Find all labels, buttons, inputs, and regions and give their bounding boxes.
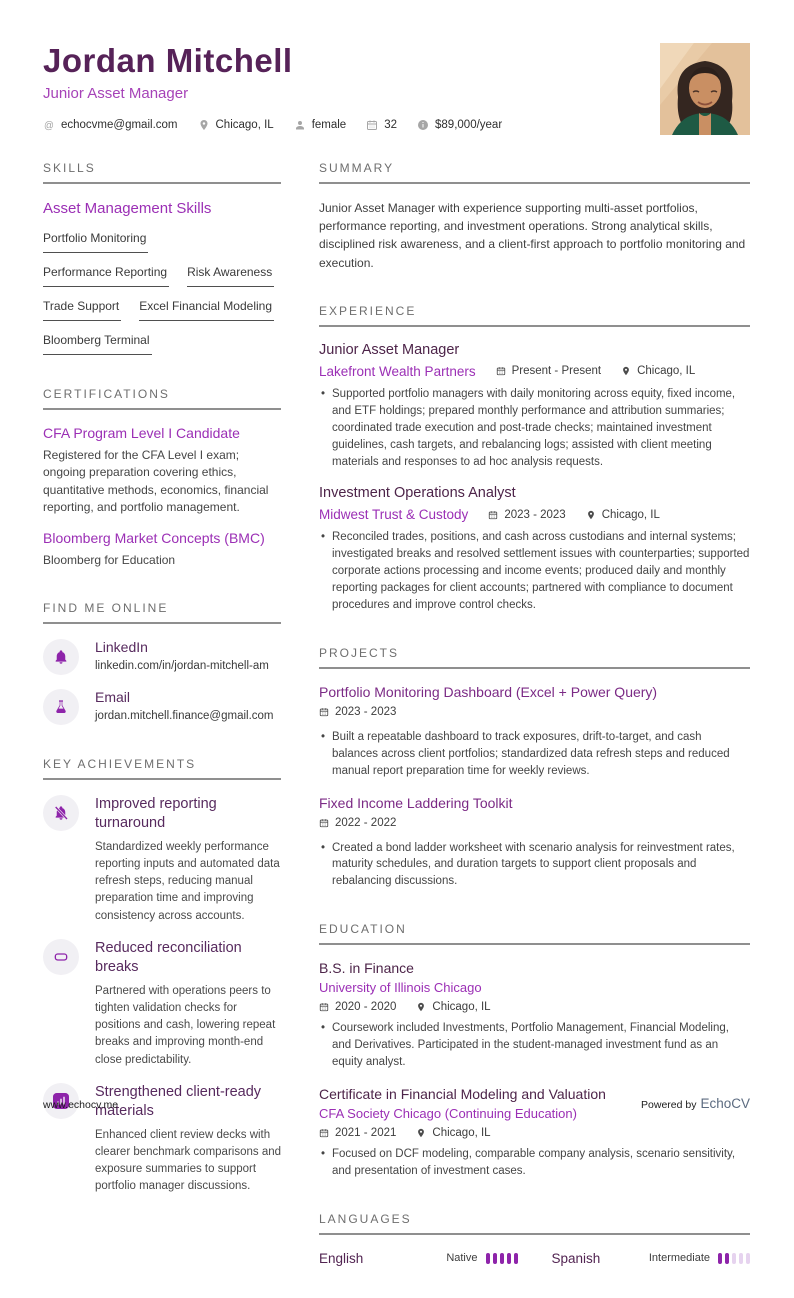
skill-group-title: Asset Management Skills bbox=[43, 200, 212, 217]
project-bullet: • Created a bond ladder worksheet with scenario analysis for reinvestment rates, maturity schedules, and duration targets to support client proposals and rebalancing discussions. bbox=[319, 840, 750, 891]
education-location: Chicago, IL bbox=[432, 1126, 491, 1139]
level-dot bbox=[725, 1253, 729, 1264]
projects-section bbox=[319, 646, 750, 890]
education-school: University of Illinois Chicago bbox=[319, 980, 482, 996]
experience-dates: Present - Present bbox=[511, 365, 602, 378]
certification-list bbox=[43, 425, 281, 569]
certifications-section bbox=[43, 387, 281, 569]
level-dot bbox=[500, 1253, 504, 1264]
contact-text: 32 bbox=[384, 119, 398, 131]
person-name: Jordan Mitchell bbox=[43, 42, 293, 79]
powered-by-label: Powered by bbox=[641, 1099, 697, 1111]
education-dates: 2021 - 2021 bbox=[335, 1126, 397, 1139]
online-profile-item[interactable] bbox=[43, 689, 281, 725]
education-bullet: • Coursework included Investments, Portfolio Management, Financial Modeling, and Derivatives. Participated in the student-managed investment fund as an equity analyst. bbox=[319, 1020, 750, 1071]
svg-text:@: @ bbox=[44, 120, 54, 132]
contact-item bbox=[43, 119, 178, 131]
skill-item: Risk Awareness bbox=[187, 265, 274, 287]
achievement-item bbox=[43, 795, 281, 925]
education-bullet: • Focused on DCF modeling, comparable company analysis, scenario sensitivity, and presentation of investment cases. bbox=[319, 1146, 750, 1180]
skill-item: Performance Reporting bbox=[43, 265, 169, 287]
experience-heading: EXPERIENCE bbox=[319, 304, 750, 327]
languages-section bbox=[319, 1212, 750, 1266]
calendar-icon bbox=[319, 1128, 329, 1138]
certification-description: Registered for the CFA Level I exam; ongoing preparation covering ethics, quantitative methods, economics, financial reporting, and portfolio management. bbox=[43, 448, 269, 515]
certification-title: Bloomberg Market Concepts (BMC) bbox=[43, 529, 265, 546]
experience-job-title: Investment Operations Analyst bbox=[319, 485, 516, 502]
footer bbox=[43, 1095, 750, 1113]
experience-section bbox=[319, 304, 750, 614]
education-heading: EDUCATION bbox=[319, 922, 750, 945]
person-job-title: Junior Asset Manager bbox=[43, 85, 189, 102]
experience-bullet: • Supported portfolio managers with daily monitoring across equity, fixed income, and ETF holdings; prepared monthly performance and attribution summaries; coordinated trade execution and post-trade checks; maintained investment guidelines, cash targets, and rebalancing logs; assisted with client meeting materials and responses to ad hoc analysis requests. bbox=[319, 386, 750, 470]
level-dot bbox=[732, 1253, 736, 1264]
info-icon bbox=[417, 119, 429, 131]
education-location: Chicago, IL bbox=[432, 1001, 491, 1014]
project-title: Portfolio Monitoring Dashboard (Excel + Power Query) bbox=[319, 683, 658, 700]
calendar-icon bbox=[319, 1002, 329, 1012]
find-me-online-heading: FIND ME ONLINE bbox=[43, 601, 281, 624]
contact-item bbox=[294, 119, 347, 131]
contact-text: female bbox=[311, 119, 347, 131]
level-dot bbox=[493, 1253, 497, 1264]
project-item bbox=[319, 684, 750, 780]
online-profile-link[interactable]: linkedin.com/in/jordan-mitchell-am bbox=[95, 659, 269, 672]
achievement-description: Enhanced client review decks with clearer benchmark comparisons and exposure summaries to support portfolio manager discussions. bbox=[95, 1128, 282, 1193]
achievement-title: Improved reporting turnaround bbox=[95, 795, 217, 831]
skill-item: Portfolio Monitoring bbox=[43, 231, 148, 253]
certification-item bbox=[43, 530, 281, 569]
level-dot bbox=[507, 1253, 511, 1264]
experience-job-title: Junior Asset Manager bbox=[319, 341, 460, 358]
level-dot bbox=[739, 1253, 743, 1264]
skills-section bbox=[43, 161, 281, 355]
experience-company: Midwest Trust & Custody bbox=[319, 507, 469, 523]
project-dates: 2023 - 2023 bbox=[335, 705, 397, 718]
contact-text: $89,000/year bbox=[435, 119, 503, 131]
contact-text: Chicago, IL bbox=[215, 119, 274, 131]
person-icon bbox=[294, 119, 306, 131]
education-item bbox=[319, 960, 750, 1071]
level-dot bbox=[486, 1253, 490, 1264]
achievement-title: Strengthened client-ready materials bbox=[95, 1083, 262, 1119]
education-dates: 2020 - 2020 bbox=[335, 1001, 397, 1014]
contact-item bbox=[417, 119, 502, 131]
project-list bbox=[319, 684, 750, 890]
achievement-item bbox=[43, 939, 281, 1069]
online-profile-list bbox=[43, 639, 281, 725]
language-name: Spanish bbox=[551, 1250, 601, 1266]
language-level-dots bbox=[718, 1253, 750, 1264]
skill-item: Excel Financial Modeling bbox=[139, 299, 274, 321]
language-level: Intermediate bbox=[648, 1252, 710, 1265]
experience-dates: 2023 - 2023 bbox=[504, 508, 566, 521]
online-profile-link[interactable]: jordan.mitchell.finance@gmail.com bbox=[95, 709, 274, 722]
flask-icon bbox=[43, 689, 79, 725]
calendar-icon bbox=[366, 119, 378, 131]
calendar-icon bbox=[319, 818, 329, 828]
project-dates: 2022 - 2022 bbox=[335, 816, 397, 829]
experience-item bbox=[319, 485, 750, 613]
level-dot bbox=[746, 1253, 750, 1264]
experience-company: Lakefront Wealth Partners bbox=[319, 363, 476, 379]
achievement-title: Reduced reconciliation breaks bbox=[95, 939, 242, 975]
language-item bbox=[319, 1251, 518, 1266]
skills-heading: SKILLS bbox=[43, 161, 281, 184]
summary-section bbox=[319, 161, 750, 272]
experience-item bbox=[319, 342, 750, 470]
skill-list bbox=[43, 219, 281, 355]
project-title: Fixed Income Laddering Toolkit bbox=[319, 794, 513, 811]
education-list bbox=[319, 960, 750, 1179]
key-achievements-section bbox=[43, 757, 281, 1196]
experience-list bbox=[319, 342, 750, 614]
online-profile-label: Email bbox=[95, 688, 131, 705]
certification-title: CFA Program Level I Candidate bbox=[43, 425, 240, 441]
bell-slash-icon bbox=[43, 795, 79, 831]
language-name: English bbox=[319, 1250, 364, 1266]
level-dot bbox=[514, 1253, 518, 1264]
calendar-icon bbox=[488, 510, 498, 520]
summary-text: Junior Asset Manager with experience supporting multi-asset portfolios, performance reporting, and investment operations. Strong analytical skills, disciplined risk awareness, and a client-first approach to portfolio monitoring and execution. bbox=[319, 201, 746, 270]
contact-text: echocvme@gmail.com bbox=[61, 119, 178, 131]
bell-icon bbox=[43, 639, 79, 675]
find-me-online-section bbox=[43, 601, 281, 725]
contact-item bbox=[198, 119, 274, 131]
language-level: Native bbox=[446, 1252, 478, 1265]
language-item bbox=[552, 1251, 751, 1266]
achievement-description: Partnered with operations peers to tighten validation checks for positions and cash, lowering repeat breaks and improving month-end close predictability. bbox=[95, 984, 276, 1066]
main-column bbox=[319, 161, 750, 1298]
language-list bbox=[319, 1251, 750, 1266]
education-degree: Certificate in Financial Modeling and Valuation bbox=[319, 1085, 606, 1102]
profile-photo-placeholder bbox=[660, 43, 750, 135]
card-icon bbox=[43, 939, 79, 975]
location-icon bbox=[416, 1128, 426, 1138]
at-icon bbox=[43, 119, 55, 131]
online-profile-label: LinkedIn bbox=[95, 638, 148, 655]
certification-item bbox=[43, 425, 281, 517]
project-bullet: • Built a repeatable dashboard to track exposures, drift-to-target, and cash balances across client portfolios; standardized data refresh steps and reduced manual report preparation time for weekly reviews. bbox=[319, 729, 750, 780]
content-columns bbox=[43, 161, 750, 1298]
location-icon bbox=[198, 119, 210, 131]
education-degree: B.S. in Finance bbox=[319, 960, 414, 977]
level-dot bbox=[718, 1253, 722, 1264]
skill-item: Trade Support bbox=[43, 299, 121, 321]
location-icon bbox=[621, 366, 631, 376]
experience-bullet: • Reconciled trades, positions, and cash across custodians and internal systems; investigated breaks and resolved settlement issues with counterparties; supported corporate actions processing and income events; produced daily and monthly reporting packages for client accounts; partnered with compliance to document procedures and improve control checks. bbox=[319, 529, 750, 613]
skill-item: Bloomberg Terminal bbox=[43, 333, 152, 355]
languages-heading: LANGUAGES bbox=[319, 1212, 750, 1235]
experience-location: Chicago, IL bbox=[637, 365, 696, 378]
profile-photo bbox=[660, 43, 750, 135]
online-profile-item[interactable] bbox=[43, 639, 281, 675]
location-icon bbox=[416, 1002, 426, 1012]
certification-description: Bloomberg for Education bbox=[43, 552, 176, 567]
key-achievements-heading: KEY ACHIEVEMENTS bbox=[43, 757, 281, 780]
contact-item bbox=[366, 119, 397, 131]
education-school: CFA Society Chicago (Continuing Education) bbox=[319, 1105, 577, 1121]
summary-heading: SUMMARY bbox=[319, 161, 750, 184]
footer-site-link[interactable]: www.echocv.me bbox=[43, 1099, 119, 1111]
education-section bbox=[319, 922, 750, 1179]
experience-location: Chicago, IL bbox=[601, 508, 660, 521]
projects-heading: PROJECTS bbox=[319, 646, 750, 669]
achievement-list bbox=[43, 795, 281, 1196]
sidebar bbox=[43, 161, 281, 1298]
achievement-description: Standardized weekly performance reporting inputs and automated data refresh steps, reducing manual preparation time and improving consistency across accounts. bbox=[95, 840, 280, 922]
language-level-dots bbox=[486, 1253, 518, 1264]
certifications-heading: CERTIFICATIONS bbox=[43, 387, 281, 410]
echocv-brand-link[interactable]: EchoCV bbox=[700, 1096, 750, 1111]
project-item bbox=[319, 795, 750, 891]
calendar-icon bbox=[496, 366, 506, 376]
location-icon bbox=[586, 510, 596, 520]
header bbox=[43, 42, 750, 131]
contact-row bbox=[43, 119, 750, 131]
calendar-icon bbox=[319, 707, 329, 717]
